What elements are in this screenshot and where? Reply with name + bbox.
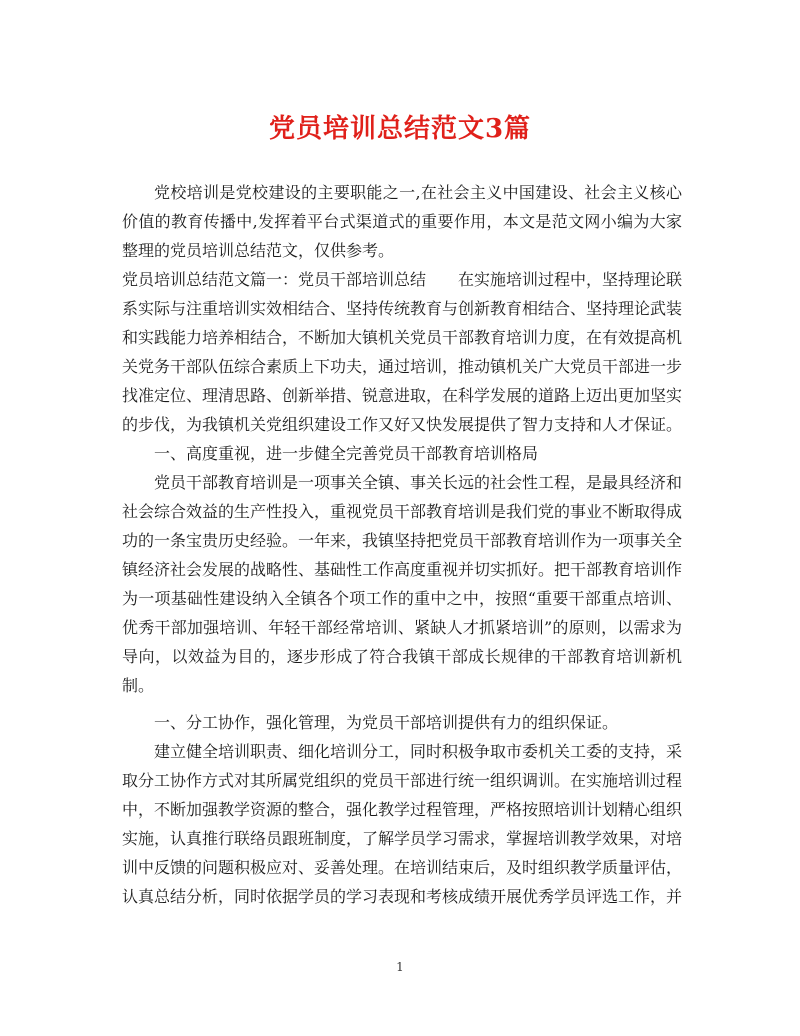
training-management-paragraph: 建立健全培训职责、细化培训分工，同时积极争取市委机关工委的支持，采取分工协作方式对其所属党组织的党员干部进行统一组织调训。在实施培训过程中，不断加强教学资源的整合，强化教学过程管理，严格按照培训计划精心组织实施，认真推行联络员跟班制度，了解学员学习需求，掌握培训教学效果，对培训中反馈的问题积极应对、妥善处理。在培训结束后，及时组织教学质量评估，认真总结分析，同时依据学员的学习表现和考核成绩开展优秀学员评选工作，并 [122,742,683,906]
heading-division-of-labor: 一、分工协作，强化管理，为党员干部培训提供有力的组织保证。 [154,713,619,732]
page-number: 1 [396,960,404,974]
heading-high-attention: 一、高度重视，进一步健全完善党员干部教育培训格局 [154,444,539,463]
document-body [122,178,682,911]
intro-paragraph: 党校培训是党校建设的主要职能之一,在社会主义中国建设、社会主义核心价值的教育传播中,发挥着平台式渠道式的重要作用，本文是范文网小编为大家整理的党员培训总结范文，仅供参考。 [122,183,682,260]
document-title: 党员培训总结范文3篇 [268,114,532,144]
training-mechanism-paragraph: 党员干部教育培训是一项事关全镇、事关长远的社会性工程，是最具经济和社会综合效益的生产性投入，重视党员干部教育培训是我们党的事业不断取得成功的一条宝贵历史经验。一年来，我镇坚持把党员干部教育培训作为一项事关全镇经济社会发展的战略性、基础性工作高度重视并切实抓好。把干部教育培训作为一项基础性建设纳入全镇各个项工作的重中之中，按照“重要干部重点培训、优秀干部加强培训、年轻干部经常培训、紧缺人才抓紧培训”的原则，以需求为导向，以效益为目的，逐步形成了符合我镇干部成长规律的干部教育培训新机制。 [122,473,683,695]
section-one-paragraph: 党员培训总结范文篇一：党员干部培训总结 在实施培训过程中，坚持理论联系实际与注重培训实效相结合、坚持传统教育与创新教育相结合、坚持理论武装和实践能力培养相结合，不断加大镇机关党员干部教育培训力度，在有效提高机关党务干部队伍综合素质上下功夫，通过培训，推动镇机关广大党员干部进一步找准定位、理清思路、创新举措、锐意进取，在科学发展的道路上迈出更加坚实的步伐，为我镇机关党组织建设工作又好又快发展提供了智力支持和人才保证。 [122,270,683,434]
